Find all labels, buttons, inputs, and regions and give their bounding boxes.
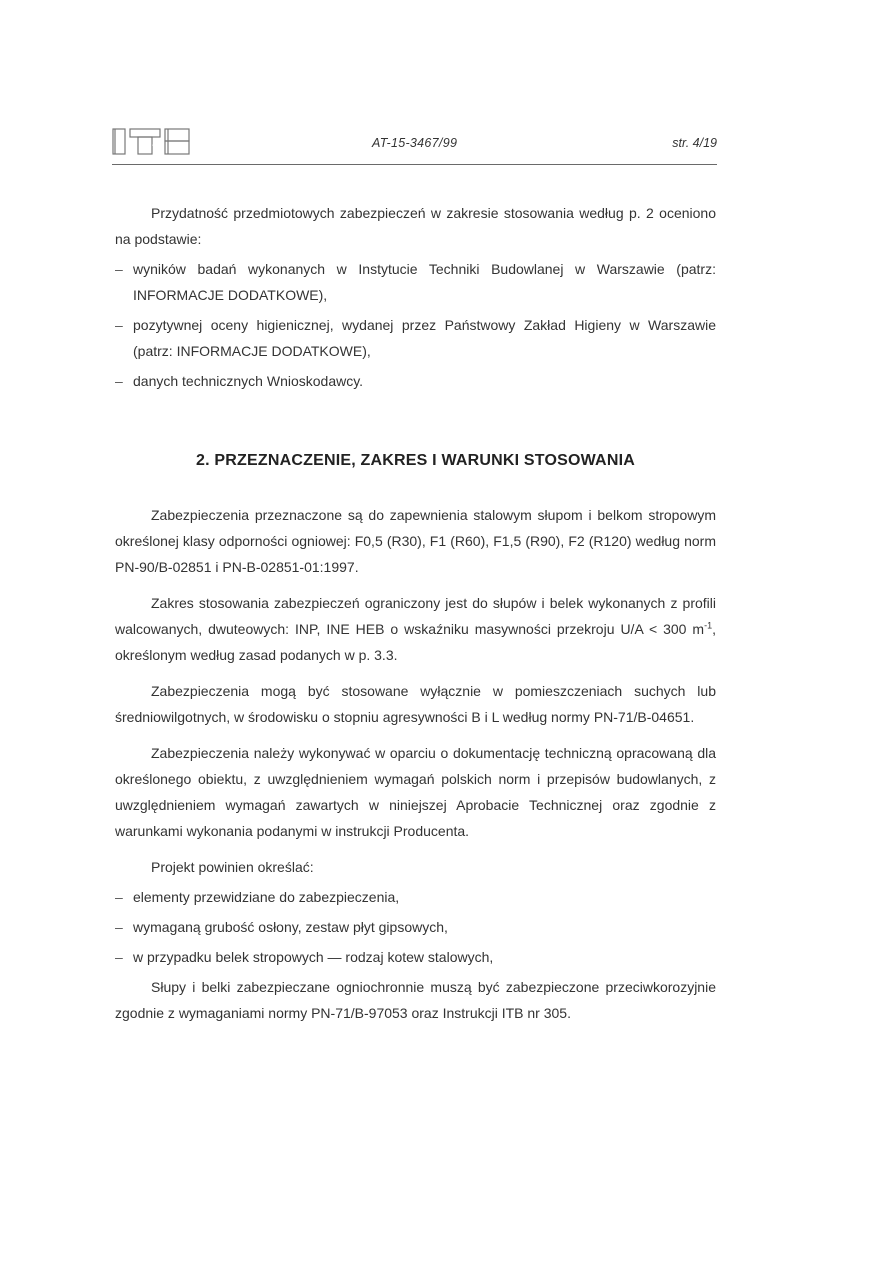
document-body bbox=[115, 200, 716, 1036]
svg-text:ITB: ITB bbox=[152, 145, 156, 147]
unit-exponent: -1 bbox=[704, 620, 713, 631]
paragraph-corrosion: Słupy i belki zabezpieczane ogniochronnie muszą być zabezpieczone przeciwkorozyjnie zgodnie z wymaganiami normy PN-71/B-97053 oraz Instrukcji ITB nr 305. bbox=[115, 979, 716, 1021]
list-item: – wyników badań wykonanych w Instytucie Techniki Budowlanej w Warszawie (patrz: INFORMACJE DODATKOWE), bbox=[115, 256, 716, 308]
section-heading: 2. PRZEZNACZENIE, ZAKRES I WARUNKI STOSOWANIA bbox=[196, 452, 635, 469]
paragraph-project: Projekt powinien określać: bbox=[151, 859, 314, 875]
header-divider bbox=[112, 164, 717, 165]
list-item: – w przypadku belek stropowych — rodzaj kotew stalowych, bbox=[115, 944, 716, 970]
paragraph-conditions: Zabezpieczenia mogą być stosowane wyłącznie w pomieszczeniach suchych lub średniowilgotnych, w środowisku o stopniu agresywności B i L według normy PN-71/B-04651. bbox=[115, 683, 716, 725]
list-item: – wymaganą grubość osłony, zestaw płyt gipsowych, bbox=[115, 914, 716, 940]
paragraph-scope bbox=[115, 590, 716, 668]
list-item: – danych technicznych Wnioskodawcy. bbox=[115, 368, 716, 394]
paragraph-purpose: Zabezpieczenia przeznaczone są do zapewnienia stalowym słupom i belkom stropowym określonej klasy odporności ogniowej: F0,5 (R30), F1 (R60), F1,5 (R90), F2 (R120) według norm PN-90/B-02851 i PN-B-02851-01:1997. bbox=[115, 507, 716, 575]
list-item: – pozytywnej oceny higienicznej, wydanej przez Państwowy Zakład Higieny w Warszawie (patrz: INFORMACJE DODATKOWE), bbox=[115, 312, 716, 364]
paragraph-execution: Zabezpieczenia należy wykonywać w oparciu o dokumentację techniczną opracowaną dla określonego obiektu, z uwzględnieniem wymagań polskich norm i przepisów budowlanych, z uwzględnieniem wymagań zawartych w niniejszej Aprobacie Technicznej oraz zgodnie z warunkami wykonania podanymi w instrukcji Producenta. bbox=[115, 745, 716, 839]
intro-list bbox=[115, 256, 716, 394]
project-list bbox=[115, 884, 716, 970]
document-number: AT-15-3467/99 bbox=[372, 136, 458, 150]
scope-text: Zakres stosowania zabezpieczeń ograniczony jest do słupów i belek wykonanych z profili walcowanych, dwuteowych: INP, INE HEB o wskaźniku masywności przekroju U/A < 300 m bbox=[115, 595, 716, 637]
intro-paragraph: Przydatność przedmiotowych zabezpieczeń w zakresie stosowania według p. 2 oceniono na podstawie: bbox=[115, 205, 716, 247]
itb-logo bbox=[112, 126, 192, 156]
page-number: str. 4/19 bbox=[672, 136, 717, 150]
scope-text-end: , określonym według zasad podanych w p. 3.3. bbox=[115, 621, 716, 663]
list-item: – elementy przewidziane do zabezpieczenia, bbox=[115, 884, 716, 910]
